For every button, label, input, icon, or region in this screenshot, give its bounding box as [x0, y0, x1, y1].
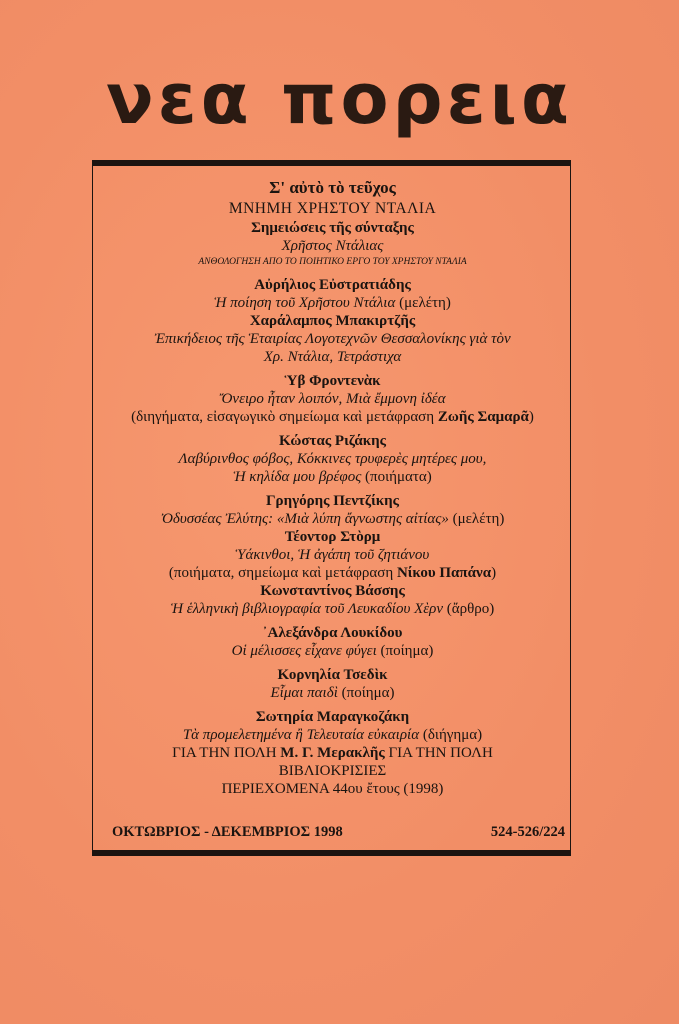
entry-title-text: Ἡ κηλίδα μου βρέφος [233, 469, 362, 485]
entry-note: (ποίημα) [380, 643, 434, 659]
city-section-label: ΓΙΑ ΤΗΝ ΠΟΛΗ [172, 745, 277, 761]
entry-author: ᾿Αλεξάνδρα Λουκίδου [262, 625, 403, 641]
contents-heading: Σ' αὐτὸ τὸ τεῦχος [269, 178, 396, 197]
issue-number: 524-526/224 [490, 824, 565, 840]
city-section-label: ΓΙΑ ΤΗΝ ΠΟΛΗ [388, 745, 493, 761]
entry-author: Γρηγόρης Πεντζίκης [266, 493, 399, 509]
entry-note: (μελέτη) [452, 511, 505, 527]
translator-name: Νίκου Παπάνα [396, 565, 492, 581]
memorial-heading: ΜΝΗΜΗ ΧΡΗΣΤΟΥ ΝΤΑΛΙΑ [228, 200, 437, 217]
entry-author: Σωτηρία Μαραγκοζάκη [255, 709, 410, 725]
entry-title [98, 468, 567, 486]
entry-title-text: Ἡ ποίηση τοῦ Χρῆστου Ντάλια [214, 295, 396, 311]
entry-note: (ποίημα) [341, 685, 395, 701]
entry-title [98, 294, 567, 312]
entry-note: (μελέτη) [399, 295, 451, 311]
entry-note [98, 564, 567, 582]
entry-author: Κορνηλία Τσεδὶκ [277, 667, 388, 683]
entry-title-text: Τὰ προμελετημένα ἢ Τελευταία εὐκαιρία [182, 727, 420, 743]
anthology-line: ΑΝΘΟΛΟΓΗΣΗ ΑΠΟ ΤΟ ΠΟΙΗΤΙΚΟ ΕΡΓΟ ΤΟΥ ΧΡΗΣΤΟΥ ΝΤΑΛΙΑ [198, 257, 467, 267]
entry-author: Κώστας Ριζάκης [279, 433, 386, 449]
entry-title-text: Ὑάκινθοι, Ἡ ἀγάπη τοῦ ζητιάνου [235, 547, 430, 563]
entry-note-close: ) [528, 409, 534, 425]
entry-note-close: ) [491, 565, 497, 581]
entry-note: (ποιήματα) [365, 469, 432, 485]
entry-title-text: Οἱ μέλισσες εἶχανε φύγει [231, 643, 377, 659]
entry-note: (ἄρθρο) [446, 601, 495, 617]
entry-author: Αὐρήλιος Εὐστρατιάδης [254, 277, 411, 293]
entry-title-text: Ὀδυσσέας Ἐλύτης: «Μιὰ λύπη ἄγνωστης αἰτίας» [160, 511, 449, 527]
annual-index: ΠΕΡΙΕΧΟΜΕΝΑ 44ου ἔτους (1998) [221, 781, 444, 797]
entry-title [98, 510, 567, 528]
table-of-contents [98, 177, 567, 798]
entry-author: Κωνσταντίνος Βάσσης [260, 583, 405, 599]
entry-note-text: (διηγήματα, εἰσαγωγικὸ σημείωμα καὶ μετάφραση [131, 409, 435, 425]
issue-period: ΟΚΤΩΒΡΙΟΣ - ΔΕΚΕΜΒΡΙΟΣ 1998 [112, 824, 343, 840]
entry-title [98, 684, 567, 702]
editorial-title: Χρῆστος Ντάλιας [281, 238, 384, 254]
entry-title-text: Εἶμαι παιδὶ [270, 685, 338, 701]
entry-author: Ὑβ Φροντενὰκ [284, 373, 381, 389]
translator-name: Ζωῆς Σαμαρᾶ [437, 409, 529, 425]
entry-title-text: Ἡ ἑλληνικὴ βιβλιογραφία τοῦ Λευκαδίου Χὲρν [170, 601, 444, 617]
editorial-label: Σημειώσεις τῆς σύνταξης [251, 220, 414, 236]
entry-note: (διήγημα) [422, 727, 483, 743]
entry-title [98, 600, 567, 618]
city-section [98, 744, 567, 762]
cover-footer [112, 824, 565, 841]
city-section-author: Μ. Γ. Μερακλῆς [280, 745, 385, 761]
entry-note [98, 408, 567, 426]
entry-title-text: Ἐπικήδειος τῆς Ἑταιρίας Λογοτεχνῶν Θεσσαλονίκης γιὰ τὸν [154, 331, 511, 347]
entry-title [98, 642, 567, 660]
entry-title [98, 726, 567, 744]
entry-note-text: (ποιήματα, σημείωμα καὶ μετάφραση [168, 565, 394, 581]
entry-title-text: Χρ. Ντάλια, Τετράστιχα [263, 349, 402, 365]
entry-author: Χαράλαμπος Μπακιρτζῆς [249, 313, 416, 329]
reviews-section: ΒΙΒΛΙΟΚΡΙΣΙΕΣ [278, 763, 387, 779]
magazine-title: νεα πορεια [105, 58, 573, 140]
entry-author: Τέοντορ Στὸρμ [284, 529, 381, 545]
entry-title-text: Λαβύρινθος φόβος, Κόκκινες τρυφερὲς μητέρες μου, [178, 451, 487, 467]
entry-title-text: Ὄνειρο ἦταν λοιπόν, Μιὰ ἔμμονη ἰδέα [219, 391, 446, 407]
